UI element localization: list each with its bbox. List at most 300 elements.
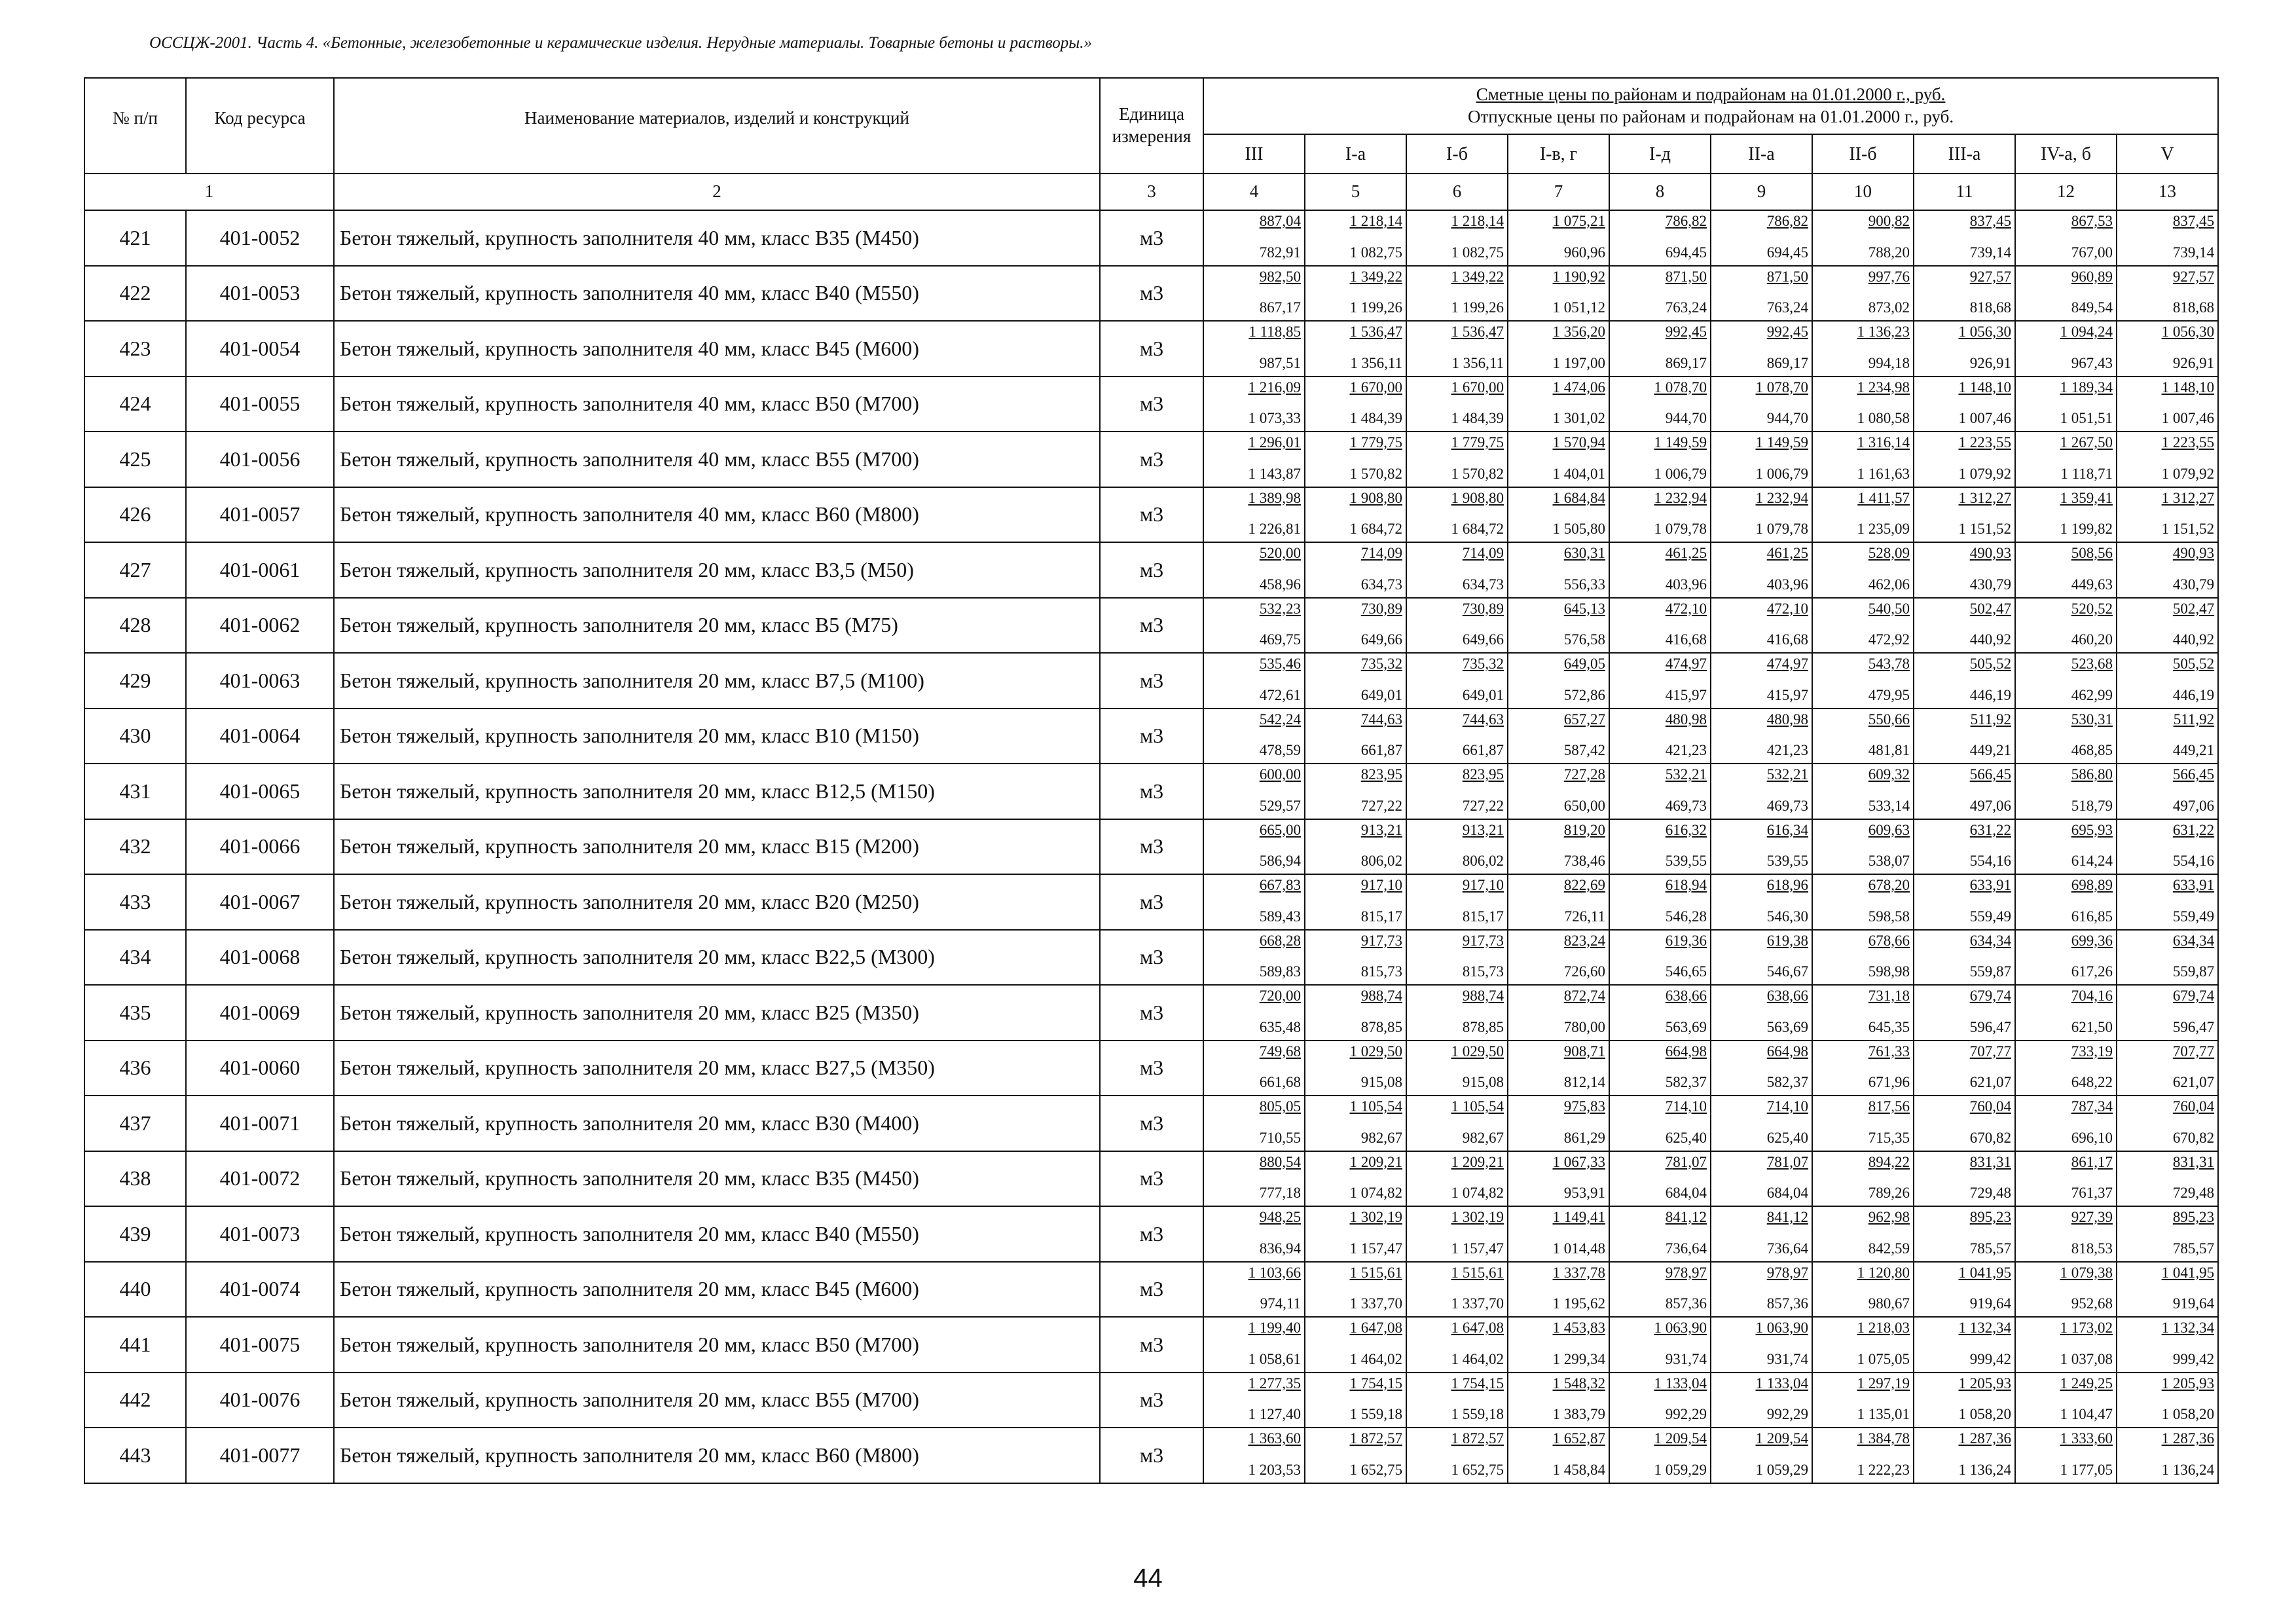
table-row — [84, 432, 2218, 487]
release-price: 1 136,24 — [1958, 1461, 2011, 1478]
resource-code: 401-0071 — [186, 1096, 334, 1151]
estimate-price: 1 359,41 — [2060, 489, 2113, 506]
estimate-price: 704,16 — [2071, 987, 2113, 1004]
price-cell — [1203, 487, 1305, 543]
release-price: 818,68 — [2172, 299, 2215, 316]
release-price: 919,64 — [1969, 1295, 2011, 1312]
release-price: 1 652,75 — [1349, 1461, 1402, 1478]
price-cell — [1914, 1373, 2015, 1428]
price-cell — [1203, 1317, 1305, 1373]
price-cell — [1406, 266, 1508, 322]
estimate-price: 609,63 — [1868, 821, 1910, 838]
estimate-price: 1 453,83 — [1552, 1320, 1605, 1336]
estimate-price: 786,82 — [1766, 213, 1808, 229]
estimate-price: 1 312,27 — [1958, 489, 2011, 506]
resource-code: 401-0055 — [186, 377, 334, 432]
estimate-price: 679,74 — [2172, 987, 2215, 1004]
release-price: 661,87 — [1360, 742, 1402, 758]
release-price: 546,67 — [1766, 963, 1808, 980]
price-cell — [1406, 432, 1508, 487]
price-cell — [1406, 598, 1508, 654]
price-cell — [1609, 321, 1711, 377]
material-name: Бетон тяжелый, крупность заполнителя 20 мм, класс В30 (М400) — [334, 1096, 1100, 1151]
material-name: Бетон тяжелый, крупность заполнителя 40 мм, класс В55 (М700) — [334, 432, 1100, 487]
release-price: 994,18 — [1868, 354, 1910, 371]
estimate-price: 744,63 — [1462, 710, 1504, 728]
price-cell — [1812, 709, 1914, 764]
price-cell — [1406, 1041, 1508, 1096]
price-cell — [1609, 1317, 1711, 1373]
header-price-captions — [1203, 78, 2218, 134]
estimate-price: 490,93 — [1969, 545, 2011, 561]
price-cell — [1305, 1262, 1406, 1318]
price-cell — [1508, 1206, 1609, 1262]
resource-code: 401-0054 — [186, 321, 334, 377]
release-price: 736,64 — [1665, 1240, 1707, 1257]
price-cell — [1305, 1317, 1406, 1373]
release-price: 1 222,23 — [1857, 1461, 1910, 1478]
price-cell — [1812, 874, 1914, 930]
estimate-price: 1 316,14 — [1857, 434, 1910, 451]
unit-cell: м3 — [1100, 377, 1203, 432]
header-num: № п/п — [84, 78, 186, 174]
price-cell — [1406, 542, 1508, 598]
release-price: 1 177,05 — [2060, 1461, 2113, 1478]
price-cell — [2015, 542, 2117, 598]
price-cell — [2117, 487, 2218, 543]
estimate-price: 532,21 — [1766, 766, 1808, 783]
release-price: 576,58 — [1563, 631, 1605, 648]
resource-code: 401-0068 — [186, 930, 334, 986]
document-header: ОССЦЖ-2001. Часть 4. «Бетонные, железобетонные и керамические изделия. Нерудные материалы. Товарные бетоны и растворы.» — [149, 34, 1092, 52]
release-price: 727,22 — [1462, 797, 1504, 814]
release-price: 1 157,47 — [1451, 1240, 1504, 1257]
price-cell — [1508, 598, 1609, 654]
region-header: V — [2117, 134, 2218, 174]
price-cell — [2015, 1206, 2117, 1262]
estimate-price: 1 223,55 — [2161, 434, 2215, 451]
table-row — [84, 266, 2218, 322]
price-cell — [1812, 930, 1914, 986]
price-cell — [2117, 1151, 2218, 1207]
estimate-price: 1 149,59 — [1755, 434, 1808, 451]
estimate-price: 823,24 — [1563, 932, 1605, 949]
estimate-price: 1 287,36 — [2161, 1430, 2215, 1447]
release-price: 1 505,80 — [1552, 521, 1605, 537]
table-row — [84, 1373, 2218, 1428]
estimate-price: 1 205,93 — [1958, 1375, 2011, 1392]
unit-cell: м3 — [1100, 653, 1203, 709]
release-price: 763,24 — [1665, 299, 1707, 316]
release-price: 449,21 — [2172, 742, 2215, 758]
estimate-price: 714,09 — [1462, 545, 1504, 561]
release-price: 1 157,47 — [1349, 1240, 1402, 1257]
price-cell — [1203, 1428, 1305, 1483]
price-cell — [1711, 1373, 1812, 1428]
material-name: Бетон тяжелый, крупность заполнителя 20 мм, класс В45 (М600) — [334, 1262, 1100, 1318]
estimate-price: 1 118,85 — [1248, 323, 1301, 340]
release-price: 621,50 — [2071, 1018, 2113, 1035]
estimate-price: 978,97 — [1665, 1264, 1707, 1281]
price-cell — [1203, 1041, 1305, 1096]
estimate-price: 1 536,47 — [1349, 323, 1402, 340]
estimate-price: 917,10 — [1462, 877, 1504, 893]
price-cell — [1711, 542, 1812, 598]
release-price: 497,06 — [1969, 797, 2011, 814]
release-price: 789,26 — [1868, 1185, 1910, 1201]
release-price: 416,68 — [1766, 631, 1808, 648]
release-price: 617,26 — [2071, 963, 2113, 980]
estimate-price: 1 209,21 — [1349, 1153, 1402, 1170]
price-cell — [1812, 598, 1914, 654]
release-price: 670,82 — [1969, 1129, 2011, 1146]
estimate-price: 760,04 — [1969, 1098, 2011, 1115]
unit-cell: м3 — [1100, 764, 1203, 819]
price-cell — [1508, 321, 1609, 377]
estimate-price: 634,34 — [2172, 932, 2215, 949]
release-price: 915,08 — [1360, 1074, 1402, 1090]
price-cell — [2117, 653, 2218, 709]
release-price: 421,23 — [1766, 742, 1808, 758]
estimate-price: 1 041,95 — [1958, 1264, 2011, 1281]
estimate-price: 616,32 — [1665, 821, 1707, 838]
material-name: Бетон тяжелый, крупность заполнителя 20 мм, класс В60 (М800) — [334, 1428, 1100, 1483]
release-price: 767,00 — [2071, 244, 2113, 261]
estimate-price: 1 223,55 — [1958, 434, 2011, 451]
estimate-price: 1 515,61 — [1451, 1264, 1504, 1281]
table-row — [84, 709, 2218, 764]
price-cell — [1406, 709, 1508, 764]
release-price: 729,48 — [1969, 1185, 2011, 1201]
estimate-price: 900,82 — [1868, 213, 1910, 229]
price-cell — [1812, 819, 1914, 875]
price-cell — [1711, 819, 1812, 875]
release-price: 974,11 — [1260, 1295, 1301, 1312]
release-price: 589,83 — [1259, 963, 1301, 980]
table-row — [84, 598, 2218, 654]
row-number: 440 — [84, 1262, 186, 1318]
release-price: 589,43 — [1259, 908, 1301, 925]
release-price: 987,51 — [1259, 354, 1301, 371]
estimate-price: 731,18 — [1868, 987, 1910, 1004]
estimate-price: 786,82 — [1665, 213, 1707, 229]
estimate-price: 787,34 — [2071, 1098, 2113, 1115]
release-price: 556,33 — [1563, 576, 1605, 593]
estimate-price: 472,10 — [1665, 600, 1707, 617]
resource-code: 401-0077 — [186, 1428, 334, 1483]
material-name: Бетон тяжелый, крупность заполнителя 20 мм, класс В40 (М550) — [334, 1206, 1100, 1262]
price-cell — [2015, 1041, 2117, 1096]
unit-cell: м3 — [1100, 1428, 1203, 1483]
estimate-price: 1 684,84 — [1552, 489, 1605, 506]
release-price: 815,17 — [1360, 908, 1402, 925]
estimate-price: 566,45 — [2172, 766, 2215, 783]
release-price: 1 059,29 — [1755, 1461, 1808, 1478]
price-cell — [1812, 985, 1914, 1041]
release-price: 649,66 — [1360, 631, 1402, 648]
price-cell — [1914, 598, 2015, 654]
release-price: 616,85 — [2071, 908, 2113, 925]
price-cell — [1812, 432, 1914, 487]
price-cell — [1914, 266, 2015, 322]
estimate-price: 988,74 — [1462, 987, 1504, 1004]
estimate-price: 461,25 — [1766, 545, 1808, 561]
price-cell — [1812, 321, 1914, 377]
price-cell — [1711, 764, 1812, 819]
column-number: 7 — [1508, 174, 1609, 210]
resource-code: 401-0066 — [186, 819, 334, 875]
estimate-price: 1 515,61 — [1349, 1264, 1402, 1281]
price-cell — [2117, 819, 2218, 875]
release-price: 861,29 — [1563, 1129, 1605, 1146]
estimate-price: 1 267,50 — [2060, 434, 2113, 451]
estimate-price: 1 075,21 — [1552, 213, 1605, 229]
release-price: 614,24 — [2071, 853, 2113, 869]
price-cell — [1914, 1428, 2015, 1483]
estimate-price: 1 363,60 — [1248, 1430, 1301, 1447]
price-cell — [1914, 432, 2015, 487]
price-cell — [1914, 321, 2015, 377]
estimate-price: 1 148,10 — [2161, 378, 2215, 396]
price-cell — [2015, 709, 2117, 764]
estimate-price: 480,98 — [1766, 710, 1808, 728]
estimate-price: 1 232,94 — [1755, 489, 1808, 506]
estimate-price: 1 754,15 — [1451, 1375, 1504, 1392]
release-price: 842,59 — [1868, 1240, 1910, 1257]
price-cell — [1203, 1206, 1305, 1262]
estimate-price: 638,66 — [1766, 987, 1808, 1004]
price-cell — [1305, 487, 1406, 543]
price-cell — [1812, 653, 1914, 709]
price-cell — [1508, 930, 1609, 986]
release-price: 944,70 — [1665, 410, 1707, 426]
header-code: Код ресурса — [186, 78, 334, 174]
estimate-price: 1 216,09 — [1248, 378, 1301, 396]
header-name: Наименование материалов, изделий и конструкций — [334, 78, 1100, 174]
material-name: Бетон тяжелый, крупность заполнителя 40 мм, класс В60 (М800) — [334, 487, 1100, 543]
release-price: 1 135,01 — [1857, 1406, 1910, 1422]
row-number: 438 — [84, 1151, 186, 1207]
estimate-price: 1 103,66 — [1248, 1264, 1301, 1281]
release-price: 625,40 — [1665, 1129, 1707, 1146]
price-cell — [1914, 874, 2015, 930]
price-cell — [2117, 1373, 2218, 1428]
estimate-price: 502,47 — [1969, 600, 2011, 617]
resource-code: 401-0076 — [186, 1373, 334, 1428]
price-cell — [2015, 1317, 2117, 1373]
price-cell — [1711, 985, 1812, 1041]
resource-code: 401-0067 — [186, 874, 334, 930]
region-header: III-а — [1914, 134, 2015, 174]
release-price: 1 151,52 — [2161, 521, 2215, 537]
estimate-price: 1 063,90 — [1755, 1320, 1808, 1336]
release-price: 1 404,01 — [1552, 465, 1605, 482]
estimate-price: 550,66 — [1868, 710, 1910, 728]
estimate-price: 535,46 — [1259, 655, 1301, 672]
estimate-price: 978,97 — [1766, 1264, 1808, 1281]
estimate-price: 917,10 — [1360, 877, 1402, 893]
release-price: 671,96 — [1868, 1074, 1910, 1090]
price-cell — [2015, 653, 2117, 709]
price-cell — [1609, 1206, 1711, 1262]
estimate-price: 1 249,25 — [2060, 1375, 2113, 1392]
release-price: 953,91 — [1563, 1185, 1605, 1201]
price-cell — [1812, 542, 1914, 598]
release-price: 598,98 — [1868, 963, 1910, 980]
estimate-price: 502,47 — [2172, 600, 2215, 617]
price-cell — [1305, 709, 1406, 764]
unit-cell: м3 — [1100, 1206, 1203, 1262]
price-cell — [1711, 487, 1812, 543]
estimate-price: 1 234,98 — [1857, 378, 1910, 396]
column-number: 9 — [1711, 174, 1812, 210]
price-cell — [2015, 487, 2117, 543]
price-cell — [1305, 210, 1406, 266]
estimate-price: 1 570,94 — [1552, 434, 1605, 451]
estimate-price: 474,97 — [1665, 655, 1707, 672]
estimate-price: 679,74 — [1969, 987, 2011, 1004]
estimate-price: 749,68 — [1259, 1043, 1301, 1060]
estimate-price: 631,22 — [1969, 821, 2011, 838]
release-price: 1 007,46 — [2161, 410, 2215, 426]
price-cell — [1305, 1428, 1406, 1483]
price-cell — [1711, 1096, 1812, 1151]
table-row — [84, 542, 2218, 598]
estimate-price: 649,05 — [1563, 655, 1605, 672]
price-cell — [1305, 377, 1406, 432]
estimate-price: 908,71 — [1563, 1043, 1605, 1060]
estimate-price: 1 411,57 — [1857, 489, 1910, 506]
release-price: 1 652,75 — [1451, 1461, 1504, 1478]
release-price: 621,07 — [1969, 1074, 2011, 1090]
estimate-price: 988,74 — [1360, 987, 1402, 1004]
estimate-price: 872,74 — [1563, 987, 1605, 1004]
price-cell — [1711, 598, 1812, 654]
row-number: 433 — [84, 874, 186, 930]
resource-code: 401-0074 — [186, 1262, 334, 1318]
release-price: 1 037,08 — [2060, 1350, 2113, 1367]
release-price: 554,16 — [2172, 853, 2215, 869]
price-cell — [1305, 598, 1406, 654]
estimate-price: 523,68 — [2071, 655, 2113, 672]
release-price: 449,63 — [2071, 576, 2113, 593]
estimate-price: 1 029,50 — [1349, 1043, 1402, 1060]
estimate-price: 1 173,02 — [2060, 1320, 2113, 1336]
estimate-price: 760,04 — [2172, 1098, 2215, 1115]
release-price: 635,48 — [1259, 1018, 1301, 1035]
release-price: 572,86 — [1563, 686, 1605, 703]
estimate-price: 633,91 — [2172, 877, 2215, 893]
release-price: 440,92 — [1969, 631, 2011, 648]
estimate-caption: Сметные цены по районам и подрайонам на 01.01.2000 г., руб. — [1476, 84, 1946, 105]
row-number: 435 — [84, 985, 186, 1041]
release-price: 472,92 — [1868, 631, 1910, 648]
release-price: 1 356,11 — [1451, 354, 1504, 371]
table-row — [84, 764, 2218, 819]
estimate-price: 727,28 — [1563, 766, 1605, 783]
row-number: 428 — [84, 598, 186, 654]
page-number: 44 — [1133, 1564, 1163, 1593]
release-price: 1 079,78 — [1654, 521, 1707, 537]
release-price: 469,73 — [1665, 797, 1707, 814]
estimate-price: 1 189,34 — [2060, 378, 2113, 396]
release-price: 806,02 — [1462, 853, 1504, 869]
release-price: 1 197,00 — [1552, 354, 1605, 371]
estimate-price: 566,45 — [1969, 766, 2011, 783]
price-cell — [1609, 210, 1711, 266]
price-cell — [1609, 1041, 1711, 1096]
resource-code: 401-0075 — [186, 1317, 334, 1373]
estimate-price: 861,17 — [2071, 1153, 2113, 1170]
price-cell — [1812, 1373, 1914, 1428]
release-price: 1 299,34 — [1552, 1350, 1605, 1367]
release-price: 403,96 — [1766, 576, 1808, 593]
release-price: 462,06 — [1868, 576, 1910, 593]
estimate-price: 1 277,35 — [1248, 1375, 1301, 1392]
release-price: 559,87 — [1969, 963, 2011, 980]
estimate-price: 1 312,27 — [2161, 489, 2215, 506]
price-cell — [1812, 764, 1914, 819]
price-cell — [1914, 377, 2015, 432]
price-cell — [1812, 1041, 1914, 1096]
release-price: 430,79 — [2172, 576, 2215, 593]
release-price: 761,37 — [2071, 1185, 2113, 1201]
price-cell — [2117, 874, 2218, 930]
release-price: 931,74 — [1665, 1350, 1707, 1367]
release-price: 878,85 — [1462, 1018, 1504, 1035]
estimate-price: 1 148,10 — [1958, 378, 2011, 396]
resource-code: 401-0056 — [186, 432, 334, 487]
price-cell — [1406, 210, 1508, 266]
estimate-price: 619,38 — [1766, 932, 1808, 949]
estimate-price: 962,98 — [1868, 1209, 1910, 1225]
price-cell — [1711, 1151, 1812, 1207]
price-cell — [2015, 598, 2117, 654]
price-cell — [1203, 542, 1305, 598]
price-cell — [1508, 874, 1609, 930]
column-number: 11 — [1914, 174, 2015, 210]
release-price: 815,73 — [1360, 963, 1402, 980]
price-cell — [2117, 1041, 2218, 1096]
release-price: 598,58 — [1868, 908, 1910, 925]
release-price: 1 203,53 — [1248, 1461, 1301, 1478]
release-price: 696,10 — [2071, 1129, 2113, 1146]
estimate-price: 730,89 — [1360, 600, 1402, 617]
column-number-row — [84, 174, 2218, 210]
release-price: 559,49 — [1969, 908, 2011, 925]
release-price: 1 301,02 — [1552, 410, 1605, 426]
estimate-price: 720,00 — [1259, 987, 1301, 1004]
estimate-price: 1 105,54 — [1349, 1098, 1402, 1115]
price-cell — [1711, 1317, 1812, 1373]
price-cell — [1203, 985, 1305, 1041]
price-cell — [2117, 321, 2218, 377]
release-price: 684,04 — [1766, 1185, 1808, 1201]
region-header: III — [1203, 134, 1305, 174]
estimate-price: 822,69 — [1563, 877, 1605, 893]
release-price: 1 199,82 — [2060, 521, 2113, 537]
release-price: 645,35 — [1868, 1018, 1910, 1035]
release-price: 727,22 — [1360, 797, 1402, 814]
release-price: 546,30 — [1766, 908, 1808, 925]
estimate-price: 730,89 — [1462, 600, 1504, 617]
estimate-price: 1 647,08 — [1451, 1320, 1504, 1336]
price-cell — [2015, 1428, 2117, 1483]
estimate-price: 664,98 — [1665, 1043, 1707, 1060]
estimate-price: 880,54 — [1259, 1153, 1301, 1170]
unit-cell: м3 — [1100, 1041, 1203, 1096]
price-cell — [1508, 709, 1609, 764]
